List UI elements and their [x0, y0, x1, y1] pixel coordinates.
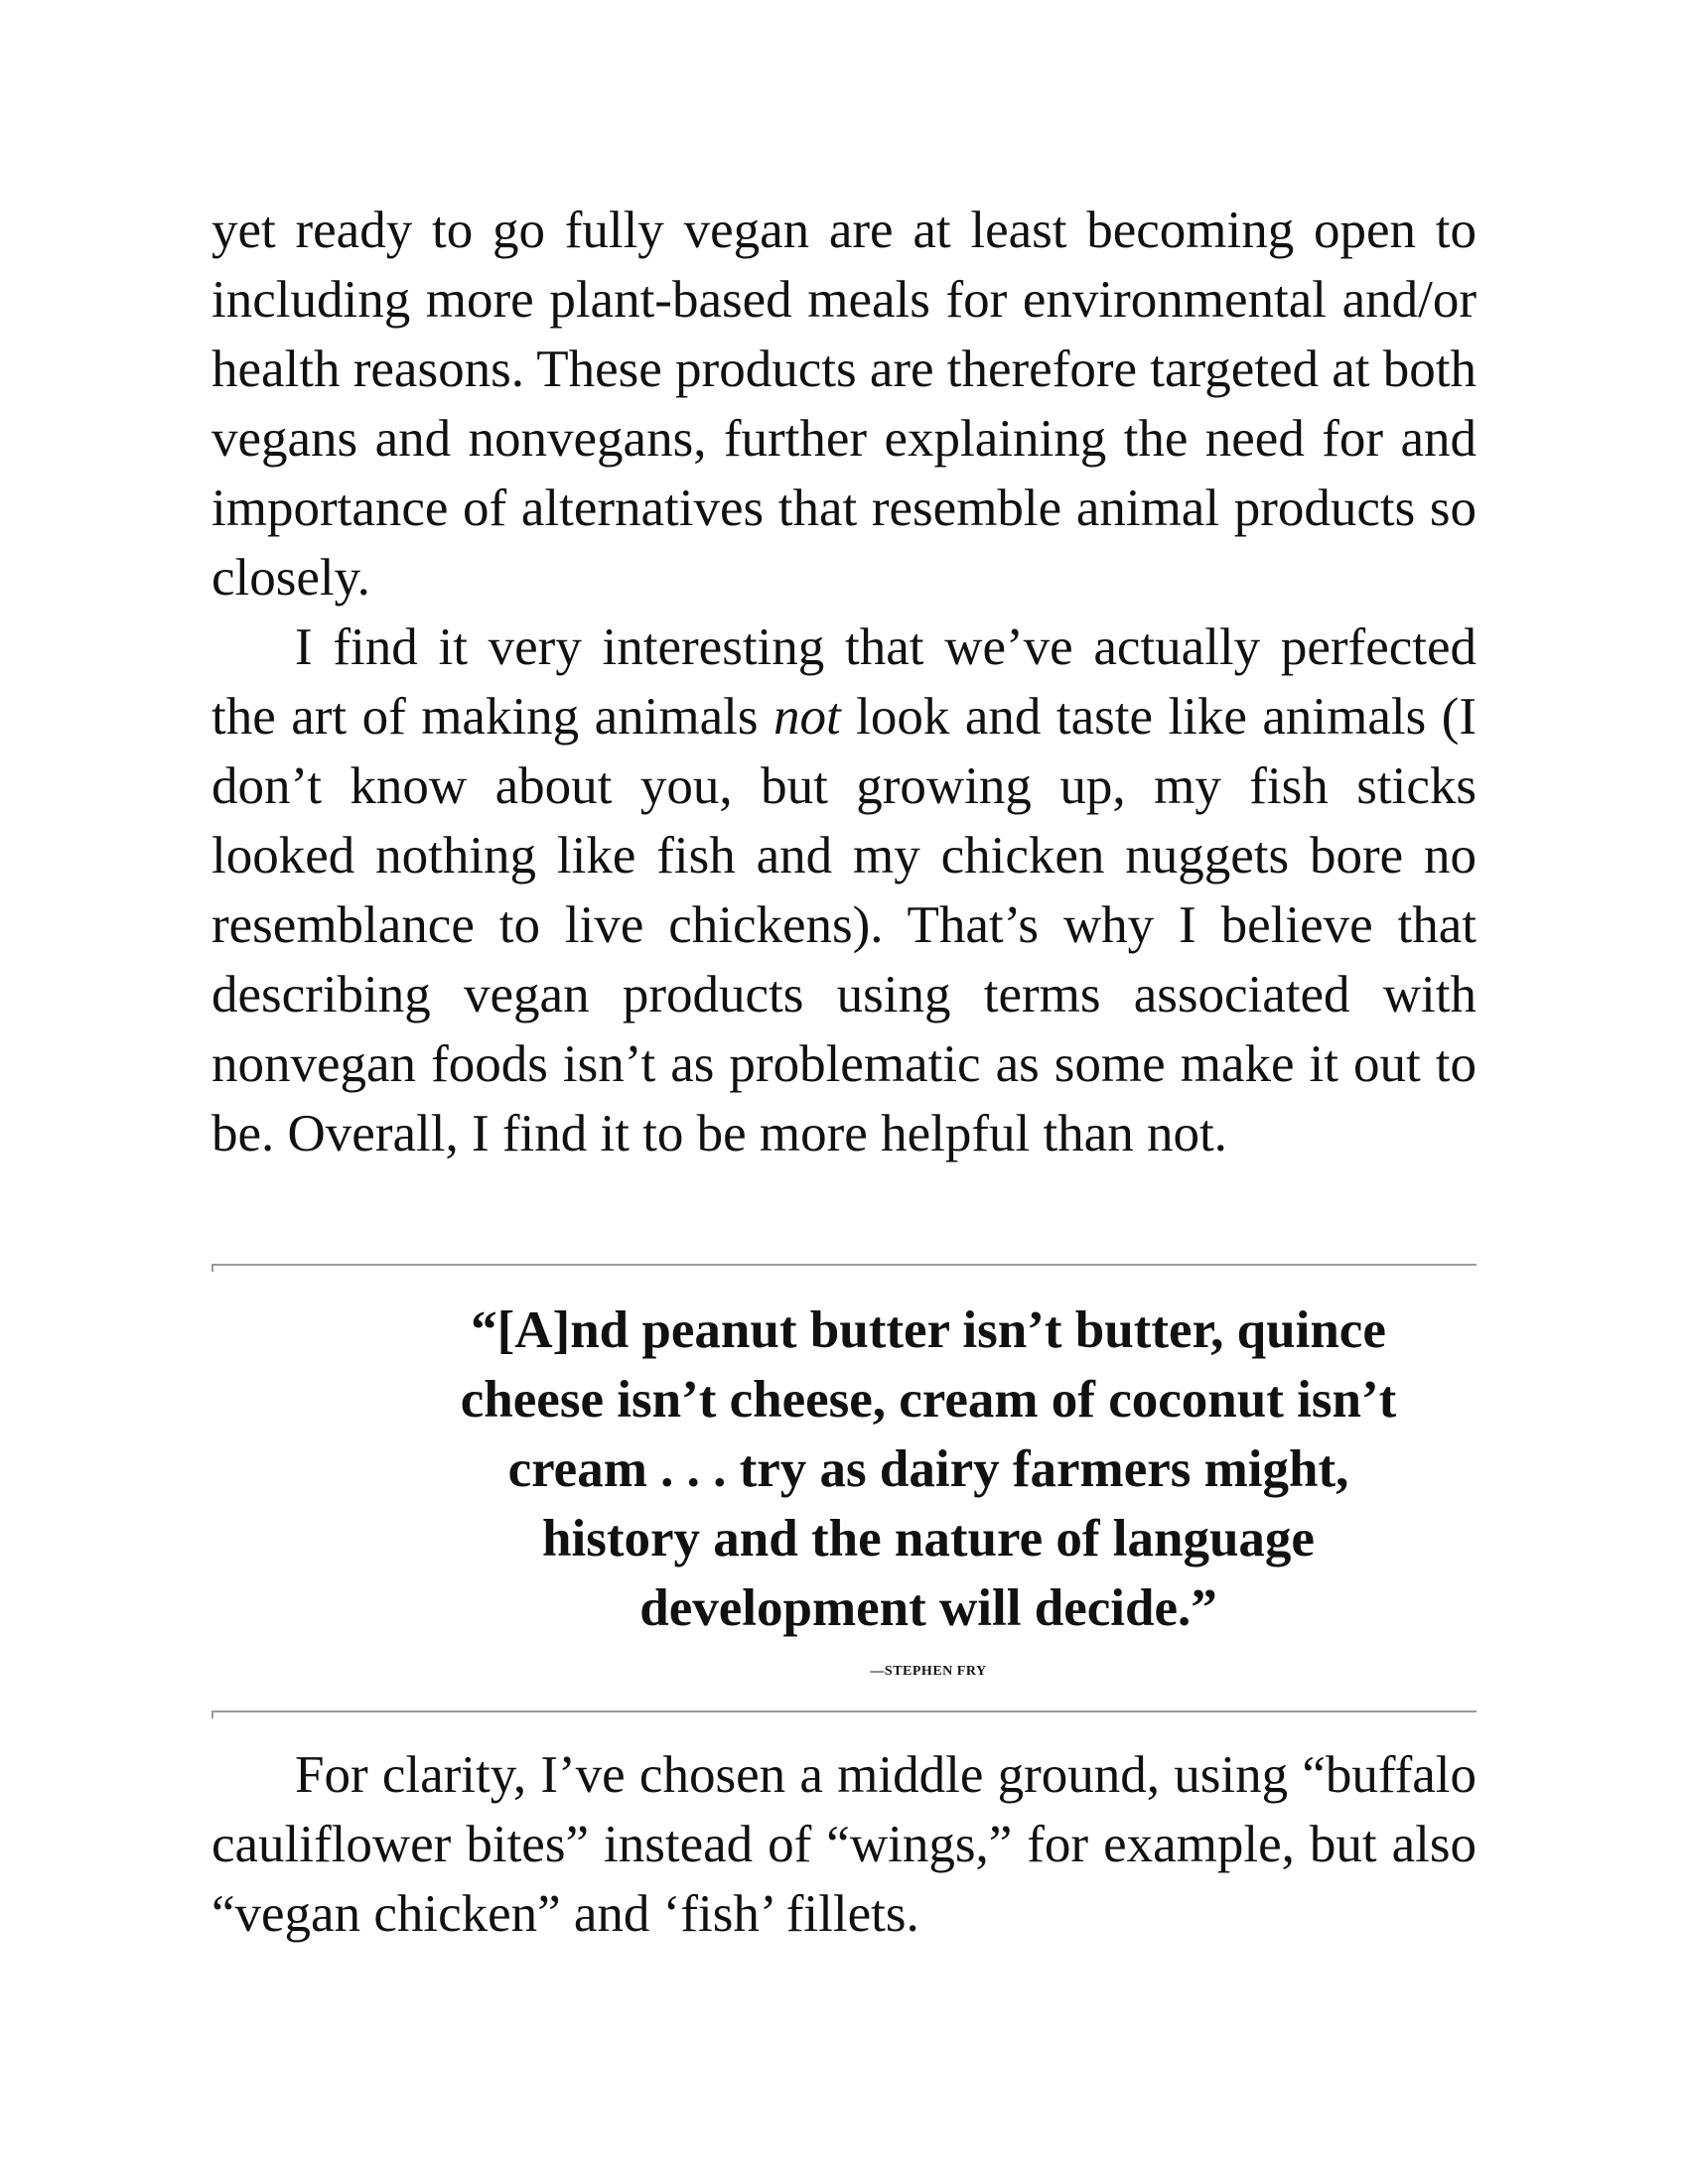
pull-quote-rule-top — [211, 1264, 1477, 1266]
text-segment: For clarity, I’ve chosen a middle ground, using “buffalo cauliflower bites” instead of “wings,” for example, but also “vegan chicken” and ‘fish’ fillets. — [211, 1746, 1477, 1943]
paragraph — [211, 613, 1477, 1168]
italic-emphasis: not — [773, 688, 841, 746]
pull-quote-line: “[A]nd peanut butter isn’t butter, quince — [471, 1301, 1386, 1359]
text-segment: look and taste like animals (I don’t know about you, but growing up, my fish sticks looked nothing like fish and my chicken nuggets bore no resemblance to live chickens). That’s why I believe that describing vegan products using terms associated with nonvegan foods isn’t as problematic as some make it out to be. Overall, I find it to be more helpful than not. — [211, 688, 1477, 1162]
pull-quote-line: history and the nature of language — [542, 1510, 1315, 1568]
paragraph — [211, 1740, 1477, 1949]
pull-quote-rule-bottom — [211, 1710, 1477, 1712]
pull-quote-line: cream . . . try as dairy farmers might, — [507, 1440, 1349, 1498]
pull-quote-line: cheese isn’t cheese, cream of coconut isn’t — [460, 1371, 1397, 1429]
paragraph-continuation — [211, 196, 1477, 613]
pull-quote — [377, 1296, 1479, 1643]
pull-quote-line: development will decide.” — [639, 1579, 1217, 1637]
pull-quote-attribution: —STEPHEN FRY — [870, 1664, 987, 1679]
text-segment: I find it very interesting that we’ve actually perfected the art of making animals — [211, 618, 1477, 746]
body-text-top — [211, 196, 1477, 1168]
text-segment: yet ready to go fully vegan are at least becoming open to including more plant-based meals for environmental and/or health reasons. These products are therefore targeted at both vegans and nonvegans, further explaining the need for and importance of alternatives that resemble animal products so closely. — [211, 202, 1477, 607]
body-text-bottom — [211, 1740, 1477, 1949]
